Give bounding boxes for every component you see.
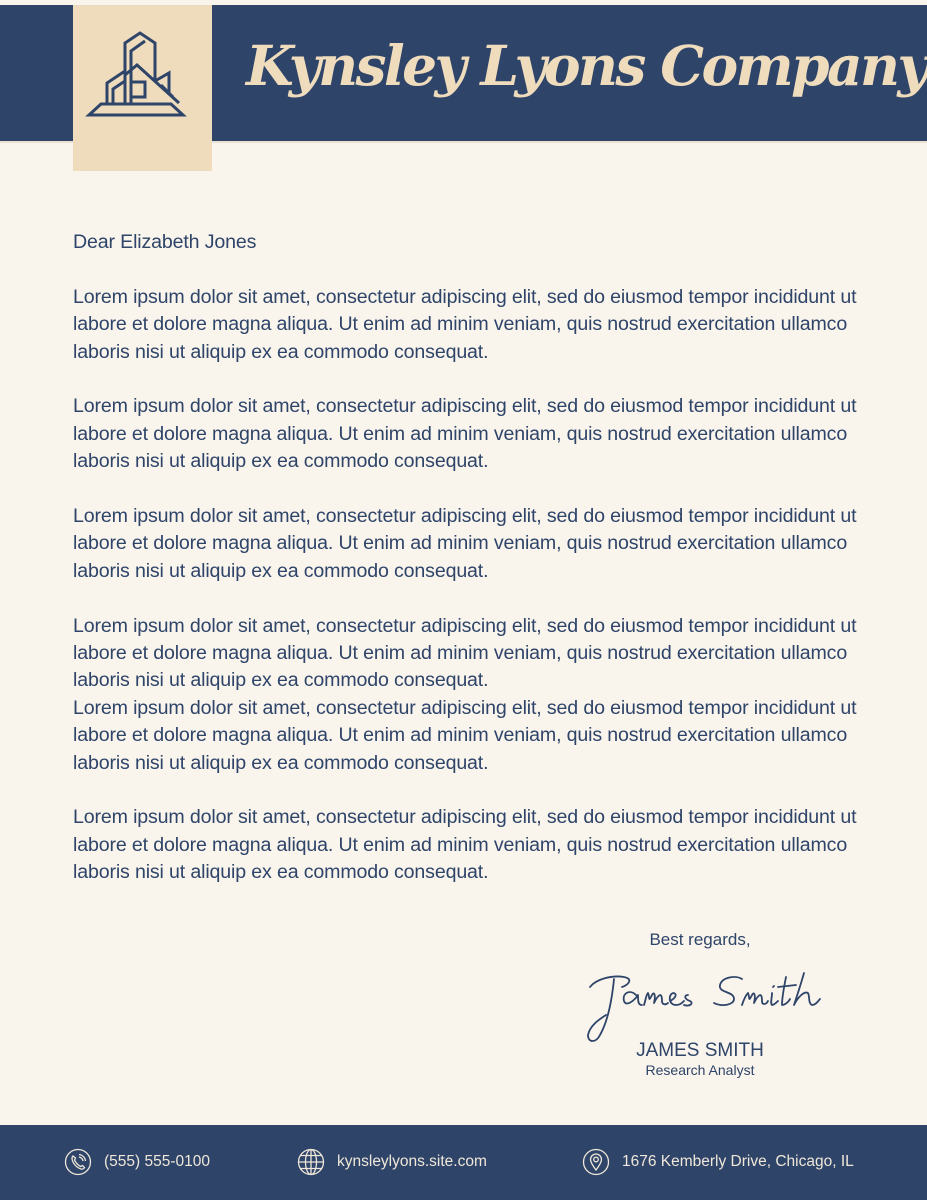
logo — [73, 5, 212, 171]
closing: Best regards, — [649, 930, 751, 949]
footer-website — [297, 1147, 487, 1177]
location-pin-icon — [582, 1148, 610, 1176]
paragraph: Lorem ipsum dolor sit amet, consectetur adipiscing elit, sed do eiusmod tempor incididunt ut labore et dolore magna aliqua. Ut enim ad minim veniam, quis nostrud exercitation ullamco laboris nisi ut aliquip ex ea commodo consequat. — [73, 696, 857, 774]
address-text: 1676 Kemberly Drive, Chicago, IL — [622, 1153, 854, 1170]
building-icon — [85, 25, 195, 125]
signer-title: Research Analyst — [645, 1062, 755, 1078]
paragraph: Lorem ipsum dolor sit amet, consectetur adipiscing elit, sed do eiusmod tempor incididunt ut labore et dolore magna aliqua. Ut enim ad minim veniam, quis nostrud exercitation ullamco laboris nisi ut aliquip ex ea commodo consequat. — [73, 395, 857, 473]
phone-number: (555) 555-0100 — [104, 1153, 210, 1170]
paragraph: Lorem ipsum dolor sit amet, consectetur adipiscing elit, sed do eiusmod tempor incididunt ut labore et dolore magna aliqua. Ut enim ad minim veniam, quis nostrud exercitation ullamco laboris nisi ut aliquip ex ea commodo consequat. — [73, 806, 857, 884]
paragraph: Lorem ipsum dolor sit amet, consectetur adipiscing elit, sed do eiusmod tempor incididunt ut labore et dolore magna aliqua. Ut enim ad minim veniam, quis nostrud exercitation ullamco laboris nisi ut aliquip ex ea commodo consequat. — [73, 285, 857, 363]
paragraph: Lorem ipsum dolor sit amet, consectetur adipiscing elit, sed do eiusmod tempor incididunt ut labore et dolore magna aliqua. Ut enim ad minim veniam, quis nostrud exercitation ullamco laboris nisi ut aliquip ex ea commodo consequat. — [73, 614, 857, 692]
greeting: Dear Elizabeth Jones — [73, 231, 257, 253]
letterhead-footer — [0, 1125, 927, 1200]
company-name: Kynsley Lyons Company — [246, 33, 927, 98]
footer-address — [582, 1147, 854, 1177]
signer-name: JAMES SMITH — [636, 1040, 764, 1061]
globe-icon — [297, 1148, 325, 1176]
footer-phone — [64, 1147, 210, 1177]
paragraph: Lorem ipsum dolor sit amet, consectetur adipiscing elit, sed do eiusmod tempor incididunt ut labore et dolore magna aliqua. Ut enim ad minim veniam, quis nostrud exercitation ullamco laboris nisi ut aliquip ex ea commodo consequat. — [73, 505, 857, 582]
phone-icon — [64, 1148, 92, 1176]
website-link[interactable]: kynsleylyons.site.com — [337, 1153, 487, 1170]
handwritten-signature — [582, 965, 827, 1047]
letter-body — [73, 229, 873, 914]
